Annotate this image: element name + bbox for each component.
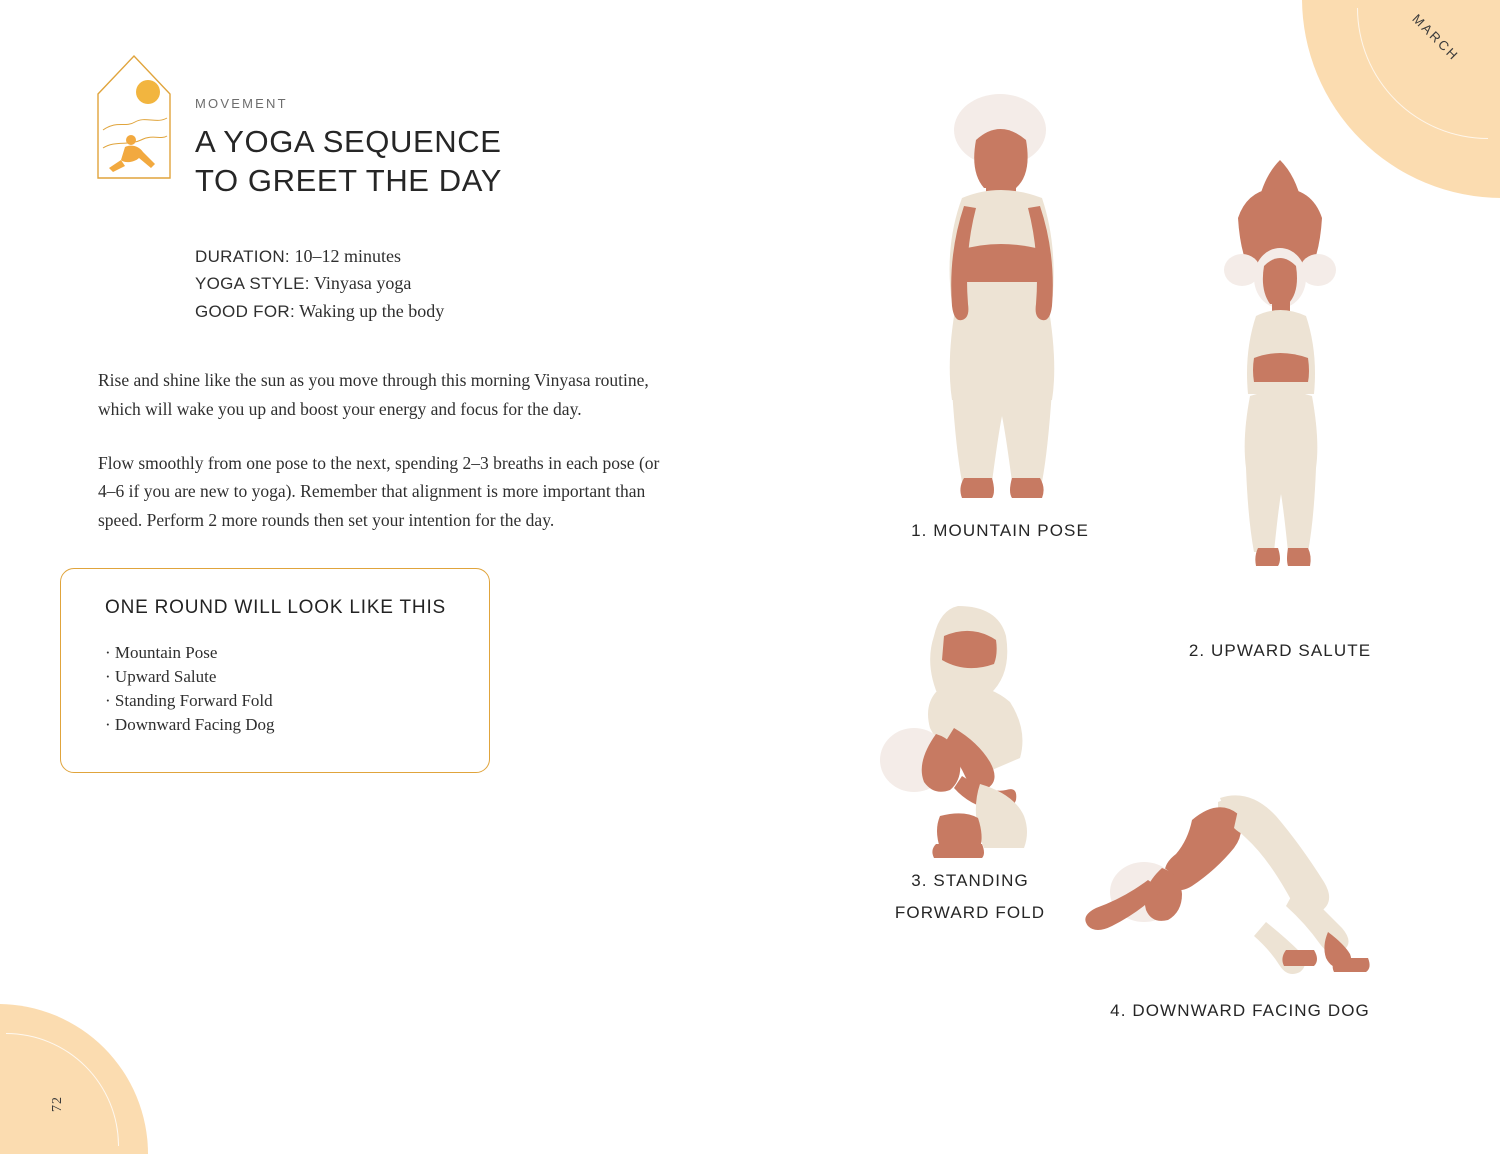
pose-caption-upward-salute: 2. UPWARD SALUTE bbox=[1188, 641, 1372, 660]
pose-upward-salute bbox=[1180, 150, 1380, 667]
meta-row-duration bbox=[195, 243, 675, 271]
page-title bbox=[195, 123, 502, 201]
list-item: · Upward Salute bbox=[105, 665, 455, 689]
pose-downward-facing-dog bbox=[1070, 780, 1410, 1027]
pose-mountain bbox=[880, 90, 1120, 547]
bottom-left-corner-decoration bbox=[0, 1004, 148, 1154]
meta-value-yoga-style: Vinyasa yoga bbox=[313, 273, 412, 294]
meta-label-good-for: GOOD FOR: bbox=[195, 302, 295, 322]
list-item: · Mountain Pose bbox=[105, 641, 455, 665]
one-round-list bbox=[105, 641, 455, 738]
mountain-pose-illustration bbox=[880, 90, 1120, 510]
meta-row-good-for bbox=[195, 298, 675, 326]
pose-illustrations bbox=[820, 0, 1500, 1152]
article-left-column bbox=[95, 52, 675, 560]
pose-caption-standing-forward-fold bbox=[840, 865, 1100, 930]
article-header bbox=[95, 52, 675, 201]
section-kicker: MOVEMENT bbox=[195, 96, 288, 111]
page-title-line-1: A YOGA SEQUENCE bbox=[195, 124, 502, 159]
pose-caption-line-2: FORWARD FOLD bbox=[894, 903, 1046, 923]
movement-badge-icon bbox=[95, 52, 173, 182]
pose-standing-forward-fold bbox=[840, 600, 1100, 930]
body-paragraph-1: Rise and shine like the sun as you move through this morning Vinyasa routine, which will wake you up and boost your energy and focus for the day. bbox=[98, 370, 649, 419]
body-paragraph-2: Flow smoothly from one pose to the next, spending 2–3 breaths in each pose (or 4–6 if you are new to yoga). Remember that alignment is more important than speed. Perform 2 more rounds then set your intention for the day. bbox=[98, 452, 660, 530]
pose-caption-mountain: 1. MOUNTAIN POSE bbox=[911, 521, 1089, 540]
list-item: · Standing Forward Fold bbox=[105, 689, 455, 713]
one-round-title: ONE ROUND WILL LOOK LIKE THIS bbox=[105, 597, 446, 618]
article-meta-list bbox=[195, 243, 675, 327]
upward-salute-illustration bbox=[1180, 150, 1380, 630]
page-title-line-2: TO GREET THE DAY bbox=[195, 162, 503, 198]
meta-label-yoga-style: YOGA STYLE: bbox=[195, 274, 310, 294]
month-tab-label: MARCH bbox=[1409, 11, 1463, 64]
title-block bbox=[195, 52, 502, 201]
list-item: · Downward Facing Dog bbox=[105, 713, 455, 737]
meta-row-yoga-style bbox=[195, 270, 675, 298]
meta-label-duration: DURATION: bbox=[195, 246, 290, 266]
article-body bbox=[98, 366, 660, 534]
page-number: 72 bbox=[50, 1096, 65, 1112]
downward-facing-dog-illustration bbox=[1070, 780, 1410, 990]
standing-forward-fold-illustration bbox=[840, 600, 1100, 860]
pose-caption-downward-facing-dog: 4. DOWNWARD FACING DOG bbox=[1110, 1001, 1370, 1020]
one-round-callout-box bbox=[60, 568, 490, 773]
meta-value-good-for: Waking up the body bbox=[299, 301, 445, 322]
pose-caption-line-1: 3. STANDING bbox=[911, 871, 1029, 890]
meta-value-duration: 10–12 minutes bbox=[294, 245, 401, 266]
